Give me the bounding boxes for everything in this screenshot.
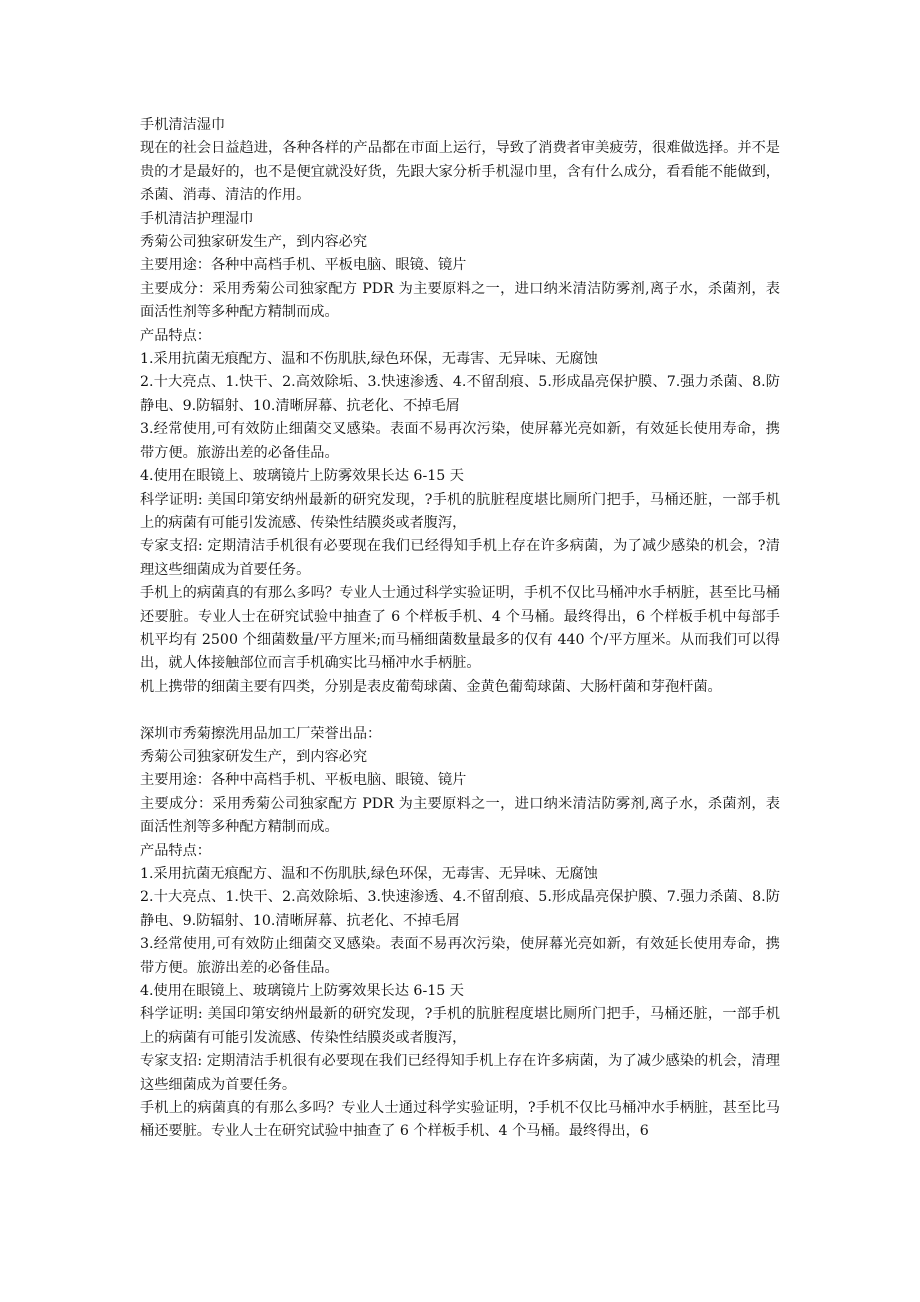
section1-ingredients: 主要成分：采用秀菊公司独家配方 PDR 为主要原料之一，进口纳米清洁防雾剂,离子水，杀菌剂，表面活性剂等多种配方精制而成。 [140,280,780,321]
section1-heading: 手机清洁护理湿巾 [140,210,254,227]
section2-ingredients: 主要成分：采用秀菊公司独家配方 PDR 为主要原料之一，进口纳米清洁防雾剂,离子水，杀菌剂，表面活性剂等多种配方精制而成。 [140,795,780,836]
section1-feature-2: 2.十大亮点、1.快干、2.高效除垢、3.快速渗透、4.不留刮痕、5.形成晶亮保护膜、7.强力杀菌、8.防静电、9.防辐射、10.清晰屏幕、抗老化、不掉毛屑 [140,374,780,414]
section2-expert: 专家支招: 定期清洁手机很有必要现在我们已经得知手机上存在许多病菌，为了减少感染的机会，清理这些细菌成为首要任务。 [140,1053,780,1093]
section1-usage: 主要用途：各种中高档手机、平板电脑、眼镜、镜片 [140,257,467,274]
blank-line [140,699,780,722]
document-page [140,114,780,1144]
section2-germs: 手机上的病菌真的有那么多吗？专业人士通过科学实验证明，?手机不仅比马桶冲水手柄脏，甚至比马桶还要脏。专业人士在研究试验中抽查了 6 个样板手机、4 个马桶。最终得出，6 [140,1100,780,1140]
section2-heading: 深圳市秀菊擦洗用品加工厂荣誉出品： [140,725,382,742]
section1-science: 科学证明: 美国印第安纳州最新的研究发现，?手机的肮脏程度堪比厕所门把手，马桶还脏，一部手机上的病菌有可能引发流感、传染性结膜炎或者腹泻， [140,491,780,531]
section2-feature-4: 4.使用在眼镜上、玻璃镜片上防雾效果长达 6-15 天 [140,983,464,1000]
section2-usage: 主要用途：各种中高档手机、平板电脑、眼镜、镜片 [140,772,467,789]
section2-feature-3: 3.经常使用,可有效防止细菌交叉感染。表面不易再次污染，使屏幕光亮如新，有效延长使用寿命，携带方便。旅游出差的必备佳品。 [140,936,780,976]
section2-features-label: 产品特点： [140,842,211,859]
section1-feature-1: 1.采用抗菌无痕配方、温和不伤肌肤,绿色环保，无毒害、无异味、无腐蚀 [140,351,598,368]
section1-bacteria: 机上携带的细菌主要有四类，分别是表皮葡萄球菌、金黄色葡萄球菌、大肠杆菌和芽孢杆菌。 [140,678,722,695]
section1-feature-4: 4.使用在眼镜上、玻璃镜片上防雾效果长达 6-15 天 [140,468,464,485]
intro-paragraph: 现在的社会日益趋进，各种各样的产品都在市面上运行，导致了消费者审美疲劳，很难做选择。并不是贵的才是最好的，也不是便宜就没好货，先跟大家分析手机湿巾里，含有什么成分，看看能不能做到，杀菌、消毒、清洁的作用。 [140,140,780,204]
section2-feature-1: 1.采用抗菌无痕配方、温和不伤肌肤,绿色环保，无毒害、无异味、无腐蚀 [140,865,598,882]
section1-expert: 专家支招: 定期清洁手机很有必要现在我们已经得知手机上存在许多病菌，为了减少感染的机会，?清理这些细菌成为首要任务。 [140,538,780,578]
document-title: 手机清洁湿巾 [140,117,226,133]
section2-company: 秀菊公司独家研发生产，到内容必究 [140,748,368,765]
section1-company: 秀菊公司独家研发生产，到内容必究 [140,234,368,251]
section2-feature-2: 2.十大亮点、1.快干、2.高效除垢、3.快速渗透、4.不留刮痕、5.形成晶亮保护膜、7.强力杀菌、8.防静电、9.防辐射、10.清晰屏幕、抗老化、不掉毛屑 [140,889,780,929]
section2-science: 科学证明: 美国印第安纳州最新的研究发现，?手机的肮脏程度堪比厕所门把手，马桶还脏，一部手机上的病菌有可能引发流感、传染性结膜炎或者腹泻， [140,1006,780,1046]
section1-feature-3: 3.经常使用,可有效防止细菌交叉感染。表面不易再次污染，使屏幕光亮如新，有效延长使用寿命，携带方便。旅游出差的必备佳品。 [140,421,780,461]
section1-features-label: 产品特点： [140,327,211,344]
section1-germs: 手机上的病菌真的有那么多吗？专业人士通过科学实验证明，手机不仅比马桶冲水手柄脏，甚至比马桶还要脏。专业人士在研究试验中抽查了 6 个样板手机、4 个马桶。最终得出，6 个样板手机中每部手机平均有 2500 个细菌数量/平方厘米;而马桶细菌数量最多的仅有 440 个/平方厘米。从而我们可以得出，就人体接触部位而言手机确实比马桶冲水手柄脏。 [140,585,780,672]
